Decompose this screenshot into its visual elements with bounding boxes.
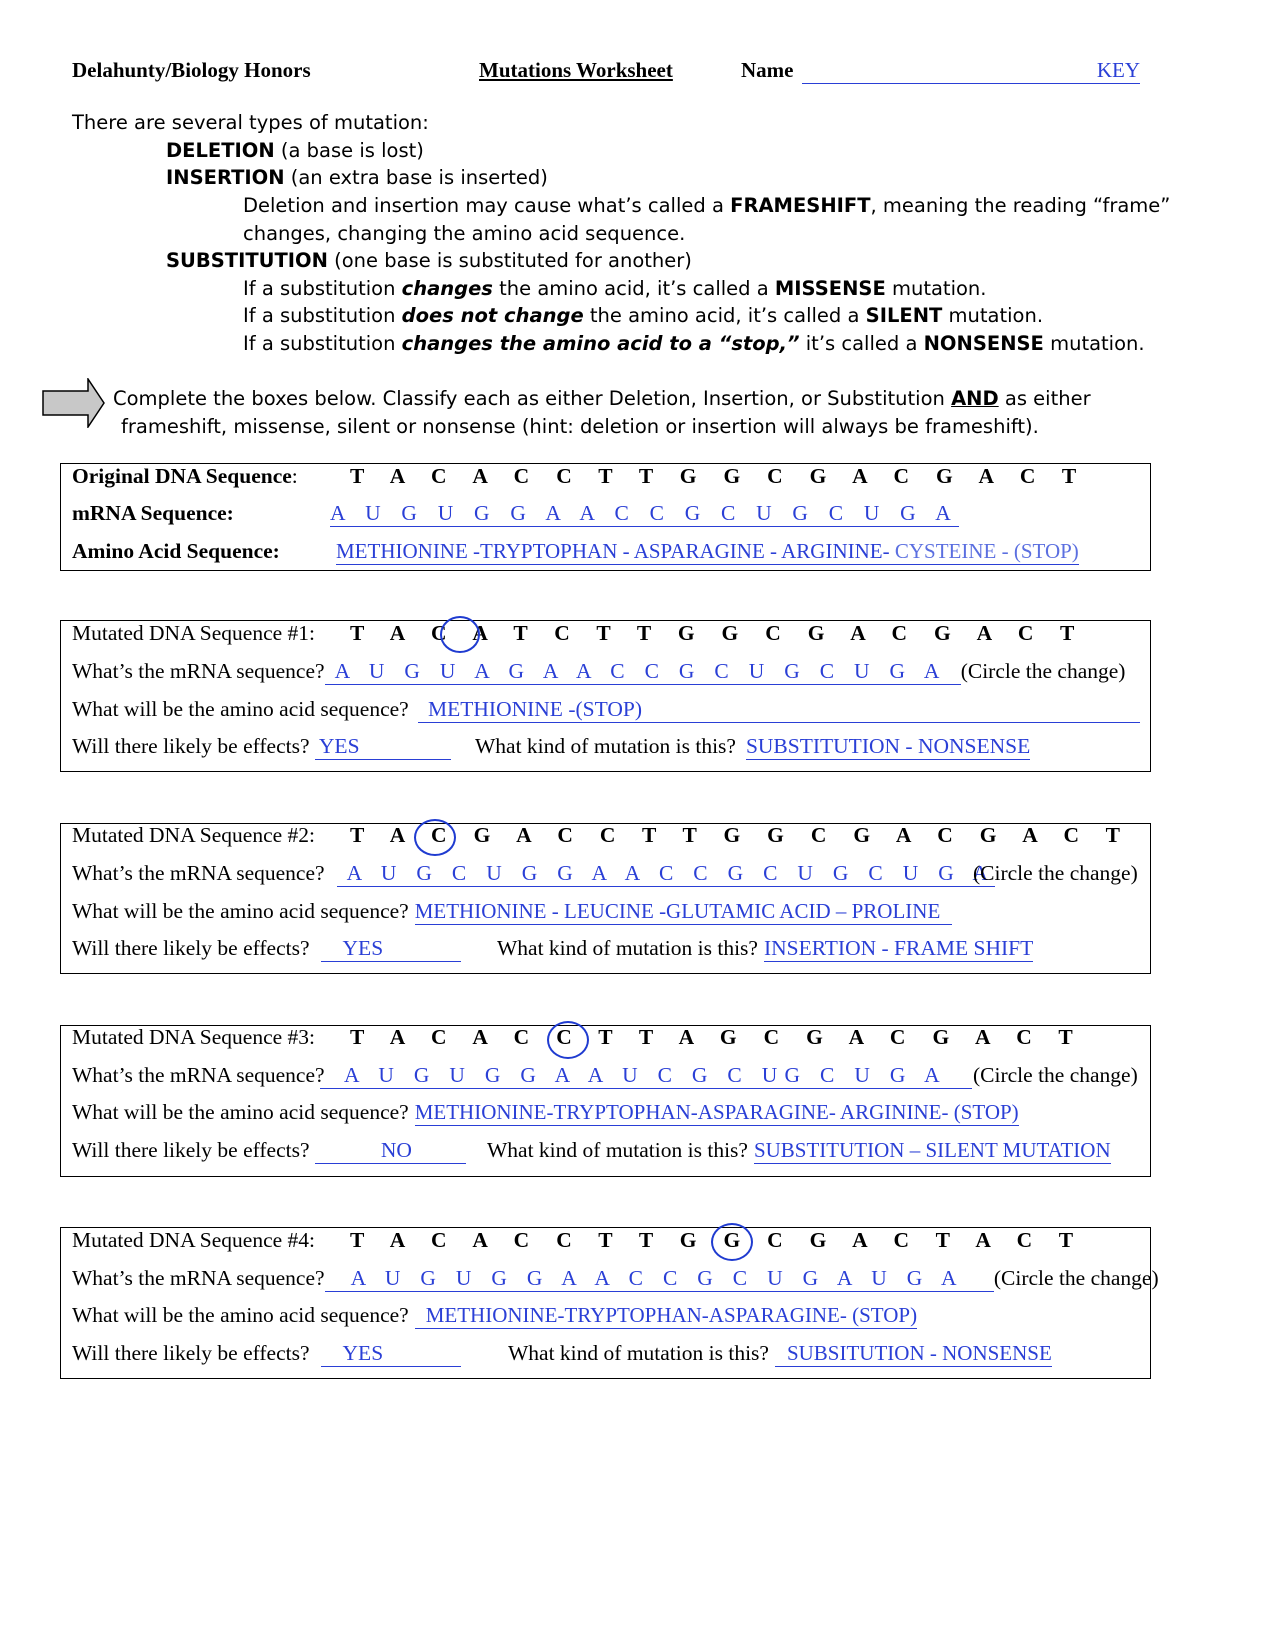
- mutation-2-kind-row: [497, 936, 1033, 962]
- mutation-1-effects-row: [72, 734, 451, 760]
- mutation-4-circle-note: (Circle the change): [993, 1266, 1159, 1290]
- mutation-2-dna-pre: T A C: [350, 823, 474, 847]
- mutation-3-dna-post: G C G A C G A C T: [703, 1025, 1084, 1049]
- silent-pre: If a substitution: [243, 304, 402, 327]
- name-field: [802, 58, 1140, 84]
- arrow-icon: [42, 378, 106, 428]
- mutation-4-kind-question: What kind of mutation is this?: [508, 1341, 769, 1365]
- mutation-2-mrna-row: [72, 861, 995, 887]
- intro-lead: There are several types of mutation:: [72, 111, 429, 134]
- insertion-term: INSERTION: [166, 166, 285, 189]
- mutation-4-dna-post: A C T: [960, 1228, 1084, 1252]
- insertion-def: [166, 164, 548, 192]
- mutation-3-kind-question: What kind of mutation is this?: [487, 1138, 748, 1162]
- mutation-1-aa-answer: METHIONINE -(STOP): [418, 697, 1140, 723]
- mutation-2-mrna-question: What’s the mRNA sequence?: [72, 861, 325, 885]
- substitution-def: [166, 247, 692, 275]
- insertion-desc: (an extra base is inserted): [284, 166, 548, 189]
- mutation-3-label: Mutated DNA Sequence #3:: [72, 1025, 316, 1049]
- missense-pre: If a substitution: [243, 277, 402, 300]
- mutation-3-dna-sequence: [350, 1025, 1084, 1050]
- mutation-1-dna-post: C T T G G C G A C G A C T: [538, 621, 1086, 645]
- substitution-term: SUBSTITUTION: [166, 249, 328, 272]
- nonsense-post: mutation.: [1043, 332, 1145, 355]
- mutation-4-mrna-question: What’s the mRNA sequence?: [72, 1266, 325, 1290]
- mutation-1-aa-question: What will be the amino acid sequence?: [72, 697, 409, 721]
- mutation-2-dna-sequence: [350, 823, 1131, 848]
- original-dna-label: Original DNA Sequence: [72, 464, 292, 488]
- mutation-2-kind-answer: INSERTION - FRAME SHIFT: [763, 936, 1034, 960]
- mutation-1-circle-note: (Circle the change): [960, 659, 1126, 683]
- original-aa-field: [336, 539, 1079, 565]
- mutation-2-dna-post: A C C T T G G C G A C G A C T: [501, 823, 1131, 847]
- mutation-1-dna-pre: T A C A: [350, 621, 514, 645]
- mutation-1-aa-row: [72, 697, 409, 722]
- mutation-1-effects-answer: YES: [315, 734, 451, 760]
- mutation-3-aa-answer: METHIONINE-TRYPTOPHAN-ASPARAGINE- ARGININE- (STOP): [414, 1100, 1019, 1124]
- missense-term: MISSENSE: [774, 277, 886, 300]
- mutation-1-effects-question: Will there likely be effects?: [72, 734, 310, 758]
- frameshift-def: [243, 192, 1170, 220]
- mutation-3-effects-row: [72, 1138, 466, 1164]
- mutation-1-mrna-row: [72, 659, 1125, 685]
- mutation-4-aa-row: [72, 1303, 917, 1329]
- nonsense-def: [243, 330, 1145, 358]
- mutation-3-mrna-answer: A U G U G G A A U C G C UG C U G A: [320, 1063, 972, 1089]
- mutation-2-effects-question: Will there likely be effects?: [72, 936, 310, 960]
- mutation-2-kind-question: What kind of mutation is this?: [497, 936, 758, 960]
- mutation-2-dna-changed-base: G: [473, 823, 502, 847]
- mutation-3-circle-note: (Circle the change): [973, 1063, 1138, 1087]
- deletion-desc: (a base is lost): [274, 139, 424, 162]
- silent-def: [243, 302, 1043, 330]
- frameshift-term: FRAMESHIFT: [730, 194, 871, 217]
- mutation-4-effects-row: [72, 1341, 461, 1367]
- silent-em: does not change: [401, 304, 584, 327]
- instructions-post: as either: [998, 387, 1091, 410]
- mutation-1-kind-row: [475, 734, 1030, 760]
- original-dna-sequence: T A C A C C T T G G C G A C G A C T: [350, 464, 1088, 488]
- mutation-2-aa-answer: METHIONINE - LEUCINE -GLUTAMIC ACID – PROLINE: [415, 899, 953, 925]
- missense-post: mutation.: [885, 277, 987, 300]
- mutation-1-dna-changed-base: T: [513, 621, 539, 645]
- missense-em: changes: [401, 277, 493, 300]
- mutation-1-mrna-answer: A U G U A G A A C C G C U G C U G A: [325, 659, 961, 685]
- mutation-4-effects-answer: YES: [321, 1341, 461, 1367]
- instructions-line2: frameshift, missense, silent or nonsense (hint: deletion or insertion will always be frameshift).: [121, 415, 1039, 438]
- worksheet-title: Mutations Worksheet: [479, 58, 673, 82]
- instructions-pre: Complete the boxes below. Classify each as either Deletion, Insertion, or Substitution: [113, 387, 952, 410]
- frameshift-post: , meaning the reading “frame”: [870, 194, 1171, 217]
- silent-term: SILENT: [865, 304, 943, 327]
- original-mrna-label: mRNA Sequence:: [72, 501, 234, 525]
- name-label: Name: [741, 58, 794, 82]
- course-name: Delahunty/Biology Honors: [72, 58, 311, 82]
- mutation-3-mrna-row: [72, 1063, 325, 1088]
- nonsense-mid: it’s called a: [799, 332, 924, 355]
- instructions-line1: [113, 385, 1091, 413]
- mutation-4-aa-question: What will be the amino acid sequence?: [72, 1303, 409, 1327]
- nonsense-term: NONSENSE: [923, 332, 1044, 355]
- mutation-3-mrna-field: [320, 1063, 972, 1089]
- original-mrna-sequence: A U G U G G A A C C G C U G C U G A: [330, 501, 959, 525]
- nonsense-pre: If a substitution: [243, 332, 402, 355]
- nonsense-em: changes the amino acid to a “stop,”: [401, 332, 800, 355]
- silent-post: mutation.: [942, 304, 1044, 327]
- mutation-2-aa-question: What will be the amino acid sequence?: [72, 899, 409, 923]
- mutation-3-dna-pre: T A C A C C T T: [350, 1025, 679, 1049]
- original-aa-part1: METHIONINE -TRYPTOPHAN - ASPARAGINE - ARGININE-: [336, 539, 890, 563]
- original-mrna-field: [330, 501, 959, 527]
- mutation-3-aa-row: [72, 1100, 1019, 1126]
- deletion-term: DELETION: [166, 139, 275, 162]
- frameshift-pre: Deletion and insertion may cause what’s called a: [243, 194, 731, 217]
- mutation-2-effects-answer: YES: [321, 936, 461, 962]
- mutation-4-effects-question: Will there likely be effects?: [72, 1341, 310, 1365]
- original-aa-sequence: [336, 539, 1079, 565]
- deletion-def: [166, 137, 424, 165]
- missense-def: [243, 275, 986, 303]
- mutation-2-circle-note: (Circle the change): [973, 861, 1138, 885]
- original-dna-row: [72, 464, 298, 489]
- mutation-1-mrna-question: What’s the mRNA sequence?: [72, 659, 325, 683]
- missense-mid: the amino acid, it’s called a: [492, 277, 775, 300]
- mutation-3-change-circle: [547, 1021, 589, 1059]
- mutation-3-effects-answer: NO: [315, 1138, 466, 1164]
- mutation-2-effects-row: [72, 936, 461, 962]
- silent-mid: the amino acid, it’s called a: [583, 304, 866, 327]
- substitution-desc: (one base is substituted for another): [327, 249, 692, 272]
- name-value: KEY: [1096, 58, 1140, 82]
- mutation-3-aa-question: What will be the amino acid sequence?: [72, 1100, 409, 1124]
- mutation-3-dna-changed-base: A: [678, 1025, 704, 1049]
- mutation-2-change-circle: [414, 819, 456, 856]
- mutation-4-change-circle: [711, 1223, 753, 1261]
- original-aa-label: Amino Acid Sequence:: [72, 539, 280, 563]
- mutation-1-change-circle: [440, 616, 480, 653]
- mutation-4-mrna-answer: A U G U G G A A C C G C U G A U G A: [325, 1266, 994, 1292]
- mutation-2-label: Mutated DNA Sequence #2:: [72, 823, 316, 847]
- mutation-1-kind-question: What kind of mutation is this?: [475, 734, 736, 758]
- mutation-4-dna-changed-base: T: [935, 1228, 961, 1252]
- original-dna-colon: :: [291, 464, 298, 488]
- mutation-2-mrna-answer: A U G C U G G A A C C G C U G C U G A: [337, 861, 996, 887]
- mutation-3-kind-answer: SUBSTITUTION – SILENT MUTATION: [753, 1138, 1111, 1162]
- mutation-3-kind-row: [487, 1138, 1111, 1164]
- mutation-1-aa-field: [418, 697, 1140, 723]
- original-aa-part2: CYSTEINE - (STOP): [889, 539, 1079, 563]
- mutation-1-kind-answer: SUBSTITUTION - NONSENSE: [745, 734, 1031, 758]
- mutation-1-label: Mutated DNA Sequence #1:: [72, 621, 316, 645]
- mutation-4-mrna-row: [72, 1266, 1159, 1292]
- mutation-4-aa-answer: METHIONINE-TRYPTOPHAN-ASPARAGINE- (STOP): [415, 1303, 917, 1329]
- mutation-4-kind-answer: SUBSITUTION - NONSENSE: [775, 1341, 1052, 1367]
- mutation-3-mrna-question: What’s the mRNA sequence?: [72, 1063, 325, 1087]
- mutation-4-label: Mutated DNA Sequence #4:: [72, 1228, 316, 1252]
- mutation-2-aa-row: [72, 899, 952, 925]
- mutation-4-kind-row: [508, 1341, 1052, 1367]
- mutation-3-effects-question: Will there likely be effects?: [72, 1138, 310, 1162]
- instructions-and: AND: [951, 387, 999, 410]
- mutation-4-dna-pre: T A C A C C T T G G C G A C: [350, 1228, 936, 1252]
- frameshift-line2: changes, changing the amino acid sequence.: [243, 222, 686, 245]
